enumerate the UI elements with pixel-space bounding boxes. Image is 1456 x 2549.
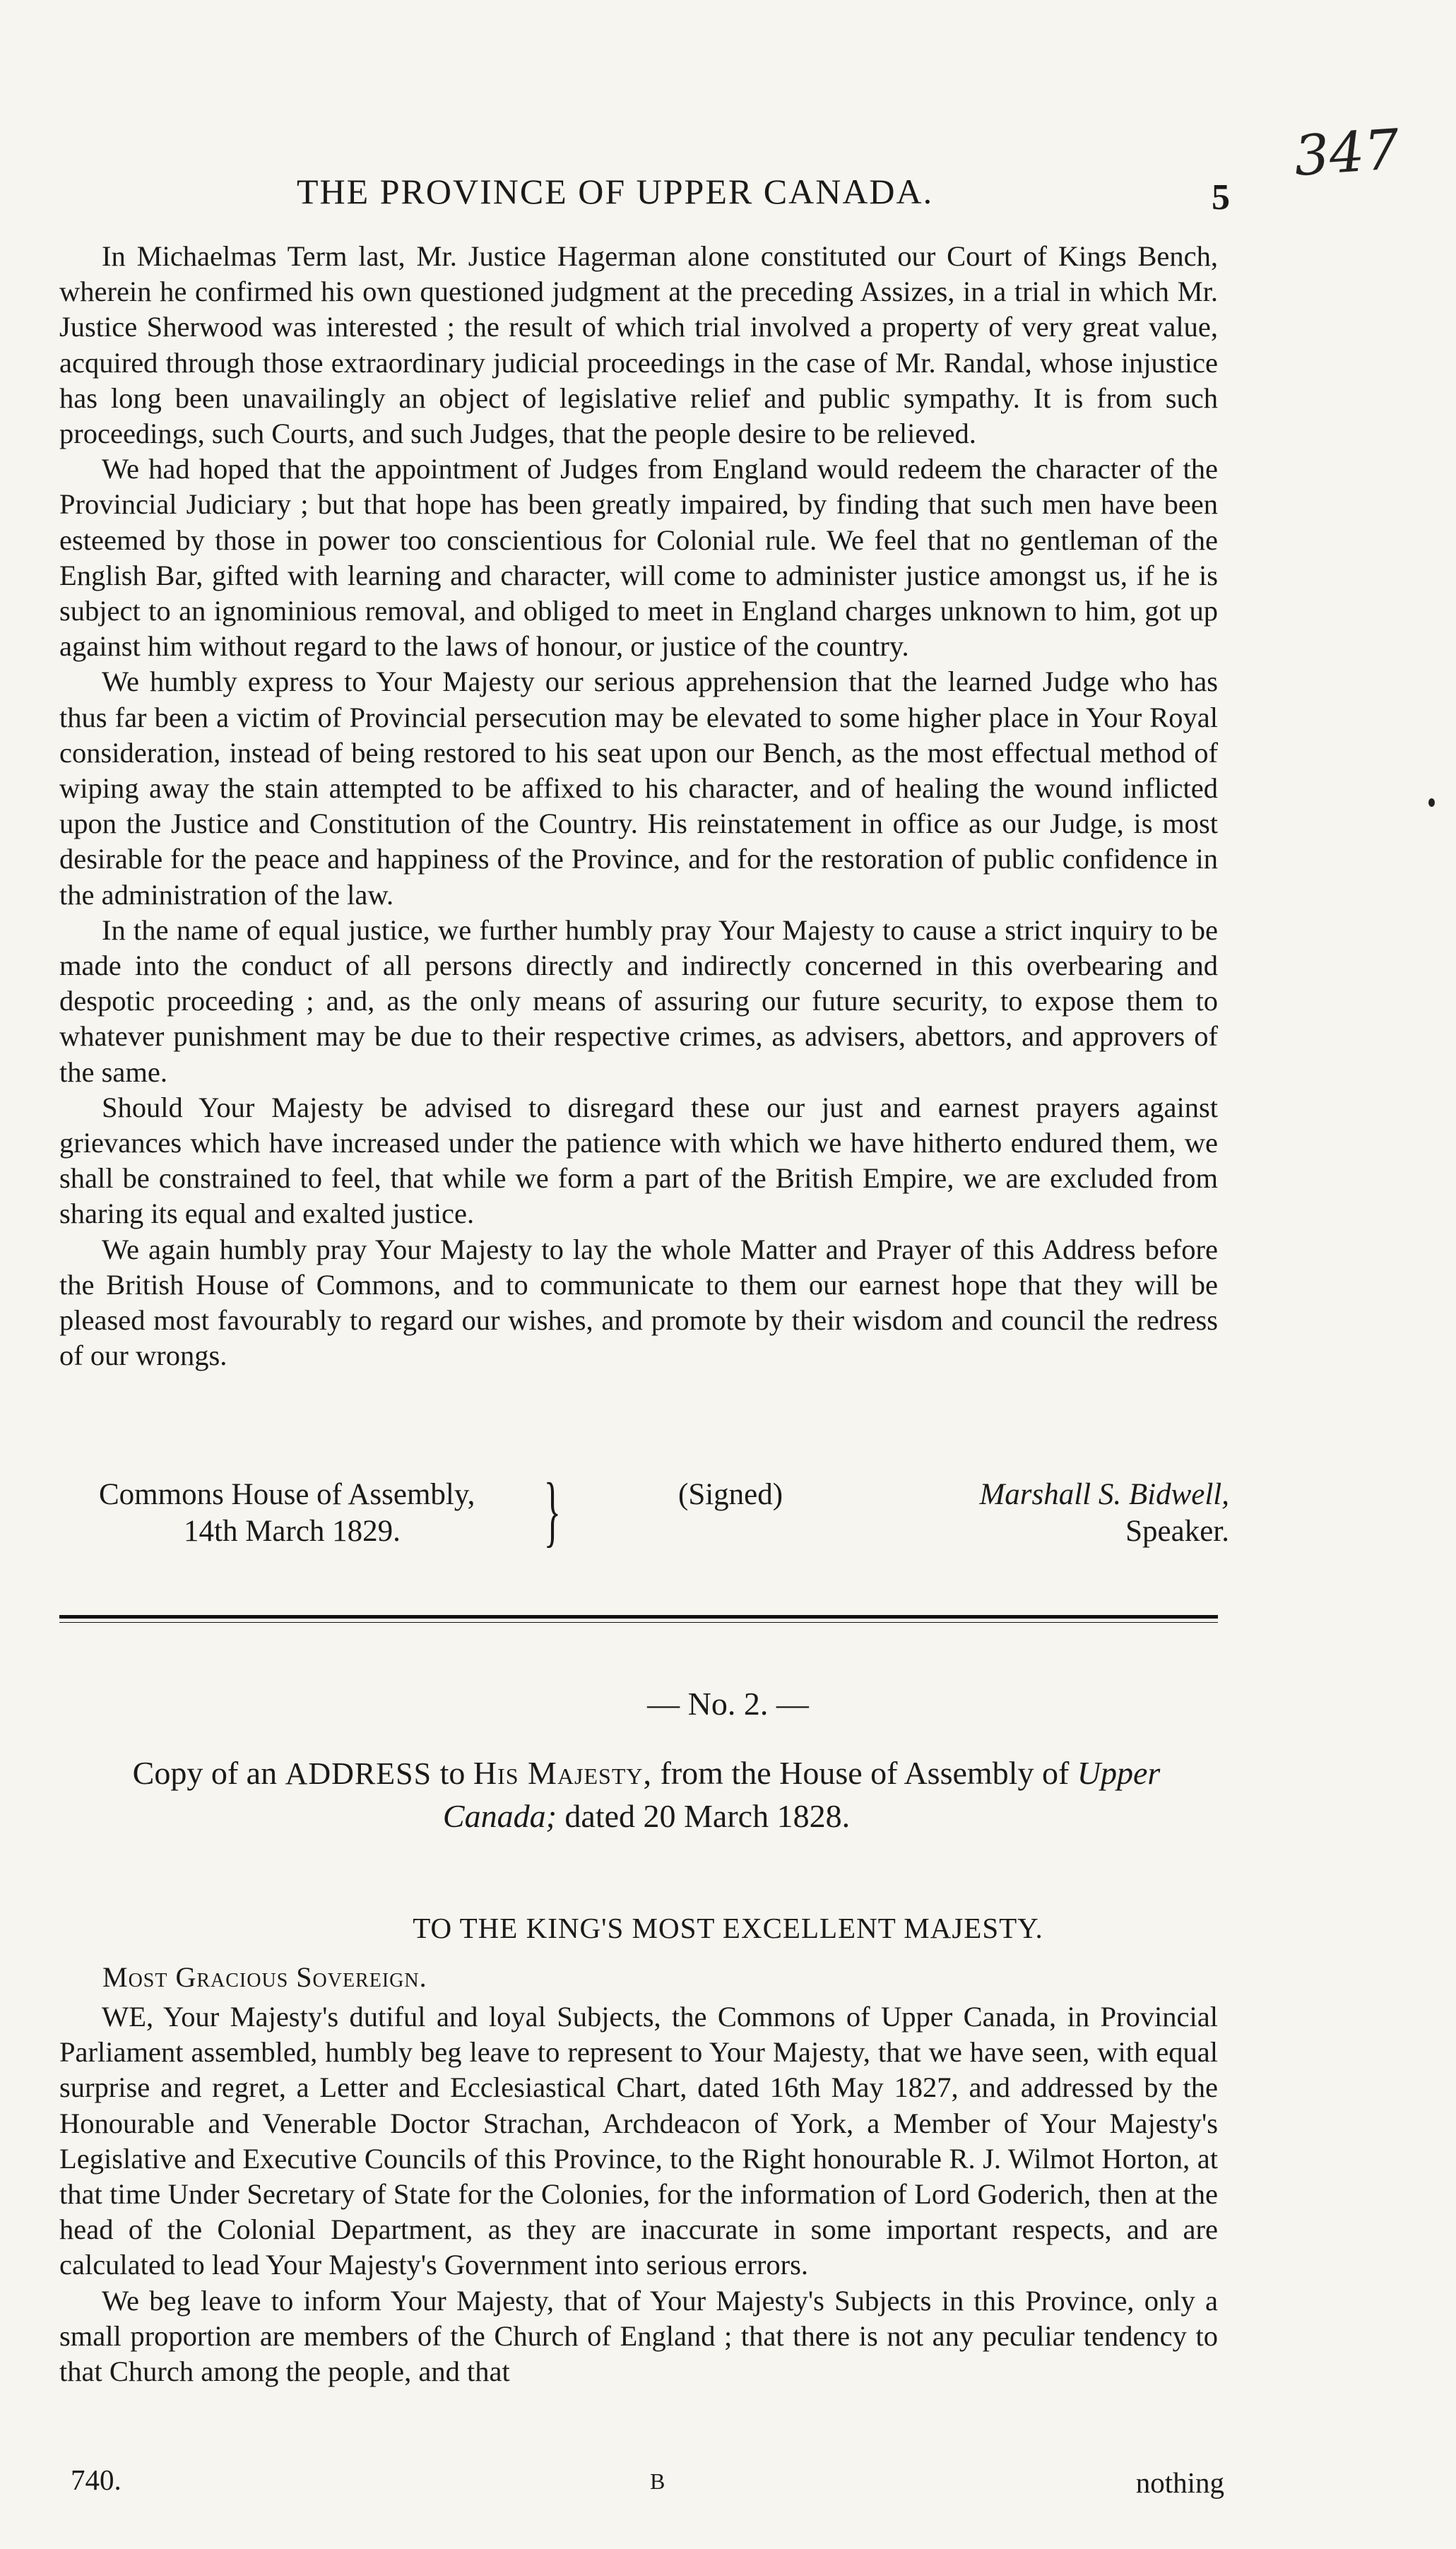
- signed-label: (Signed): [678, 1478, 783, 1511]
- copy-prefix: Copy of an: [132, 1755, 278, 1791]
- handwritten-folio-number: 347: [1292, 117, 1402, 189]
- signature-number: 740.: [71, 2464, 122, 2496]
- signature-place-date: [99, 1477, 475, 1550]
- paragraph: We again humbly pray Your Majesty to lay the whole Matter and Prayer of this Address before the British House of Commons, and to communicate to them our earnest hope that they will be pleased most favourably to regard our wishes, and promote by their wisdom and council the redress of our wrongs.: [59, 1233, 1218, 1372]
- signature-date: 14th March 1829.: [184, 1515, 401, 1548]
- signature-place: Commons House of Assembly,: [99, 1478, 475, 1511]
- signatory-name: Marshall S. Bidwell,: [979, 1478, 1229, 1511]
- copy-address-word: ADDRESS: [285, 1756, 432, 1791]
- page-number: 5: [1212, 177, 1230, 218]
- paragraph: In the name of equal justice, we further humbly pray Your Majesty to cause a strict inquiry to be made into the conduct of all persons directly and indirectly concerned in this overbearing and despotic proceeding ; and, as the only means of assuring our future security, to expose them to whatever punishment may be due to their respective crimes, as advisers, abettors, and approvers of the same.: [59, 913, 1218, 1088]
- paragraph: We had hoped that the appointment of Judges from England would redeem the character of the Provincial Judiciary ; but that hope has been greatly impaired, by finding that such men have been esteemed by those in power too conscientious for Colonial rule. We feel that no gentleman of the English Bar, gifted with learning and character, will come to administer justice amongst us, if he is subject to an ignominious removal, and obliged to meet in England charges unknown to him, got up against him without regard to the laws of honour, or justice of the country.: [59, 453, 1218, 663]
- copy-title: [99, 1752, 1194, 1838]
- signatory-role: Speaker.: [1125, 1515, 1229, 1548]
- brace-mark: }: [543, 1467, 561, 1555]
- address-body-part-2: [59, 1999, 1218, 2389]
- paragraph: In Michaelmas Term last, Mr. Justice Hagerman alone constituted our Court of Kings Bench, wherein he confirmed his own questioned judgment at the preceding Assizes, in a trial in which Mr. Justice Sherwood was interested ; the result of which trial involved a property of very great value, acquired through those extraordinary judicial proceedings in the case of Mr. Randal, whose injustice has long been unavailingly an object of legislative relief and public sympathy. It is from such proceedings, such Courts, and such Judges, that the people desire to be relieved.: [59, 240, 1218, 450]
- copy-upper-canada: Upper Canada;: [442, 1755, 1161, 1834]
- paragraph: Should Your Majesty be advised to disregard these our just and earnest prayers against grievances which have increased under the patience with which we have hitherto endured them, we shall be constrained to feel, that while we form a part of the British Empire, we are excluded from sharing its equal and exalted justice.: [59, 1091, 1218, 1230]
- signature-mark: B: [650, 2468, 665, 2494]
- address-body-part-1: [59, 239, 1218, 1374]
- signature-block: [99, 1467, 1229, 1555]
- paragraph: WE, Your Majesty's dutiful and loyal Subjects, the Commons of Upper Canada, in Provincial Parliament assembled, humbly beg leave to represent to Your Majesty, that we have seen, with equal surprise and regret, a Letter and Ecclesiastical Chart, dated 16th May 1827, and addressed by the Honourable and Venerable Doctor Strachan, Archdeacon of York, a Member of Your Majesty's Legislative and Executive Councils of this Province, to the Right honourable R. J. Wilmot Horton, at that time Under Secretary of State for the Colonies, for the information of Lord Goderich, then at the head of the Colonial Department, as they are inaccurate in some important respects, and are calculated to lead Your Majesty's Government into serious errors.: [59, 2001, 1218, 2281]
- copy-to: to: [439, 1755, 466, 1791]
- section-divider: [59, 1615, 1218, 1623]
- copy-majesty: His Majesty,: [473, 1755, 653, 1791]
- copy-from: from the House of Assembly of: [660, 1755, 1070, 1791]
- copy-dated: dated 20 March 1828.: [564, 1798, 851, 1834]
- paragraph: We humbly express to Your Majesty our serious apprehension that the learned Judge who has thus far been a victim of Provincial persecution may be elevated to some higher place in Your Royal consideration, instead of being restored to his seat upon our Bench, as the most effectual method of wiping away the stain attempted to be affixed to his character, and of healing the wound inflicted upon the Justice and Constitution of the Country. His reinstatement in office as our Judge, is most desirable for the peace and happiness of the Province, and for the restoration of public confidence in the administration of the law.: [59, 666, 1218, 911]
- catchword: nothing: [1135, 2466, 1224, 2499]
- paragraph: We beg leave to inform Your Majesty, that of Your Majesty's Subjects in this Province, only a small proportion are members of the Church of England ; that there is not any peculiar tendency to that Church among the people, and that: [59, 2284, 1218, 2388]
- salutation: Most Gracious Sovereign.: [102, 1961, 427, 1993]
- address-heading: TO THE KING'S MOST EXCELLENT MAJESTY.: [413, 1912, 1043, 1944]
- section-number: — No. 2. —: [647, 1686, 809, 1722]
- ink-speck: [1428, 798, 1435, 807]
- running-head: THE PROVINCE OF UPPER CANADA.: [297, 172, 934, 211]
